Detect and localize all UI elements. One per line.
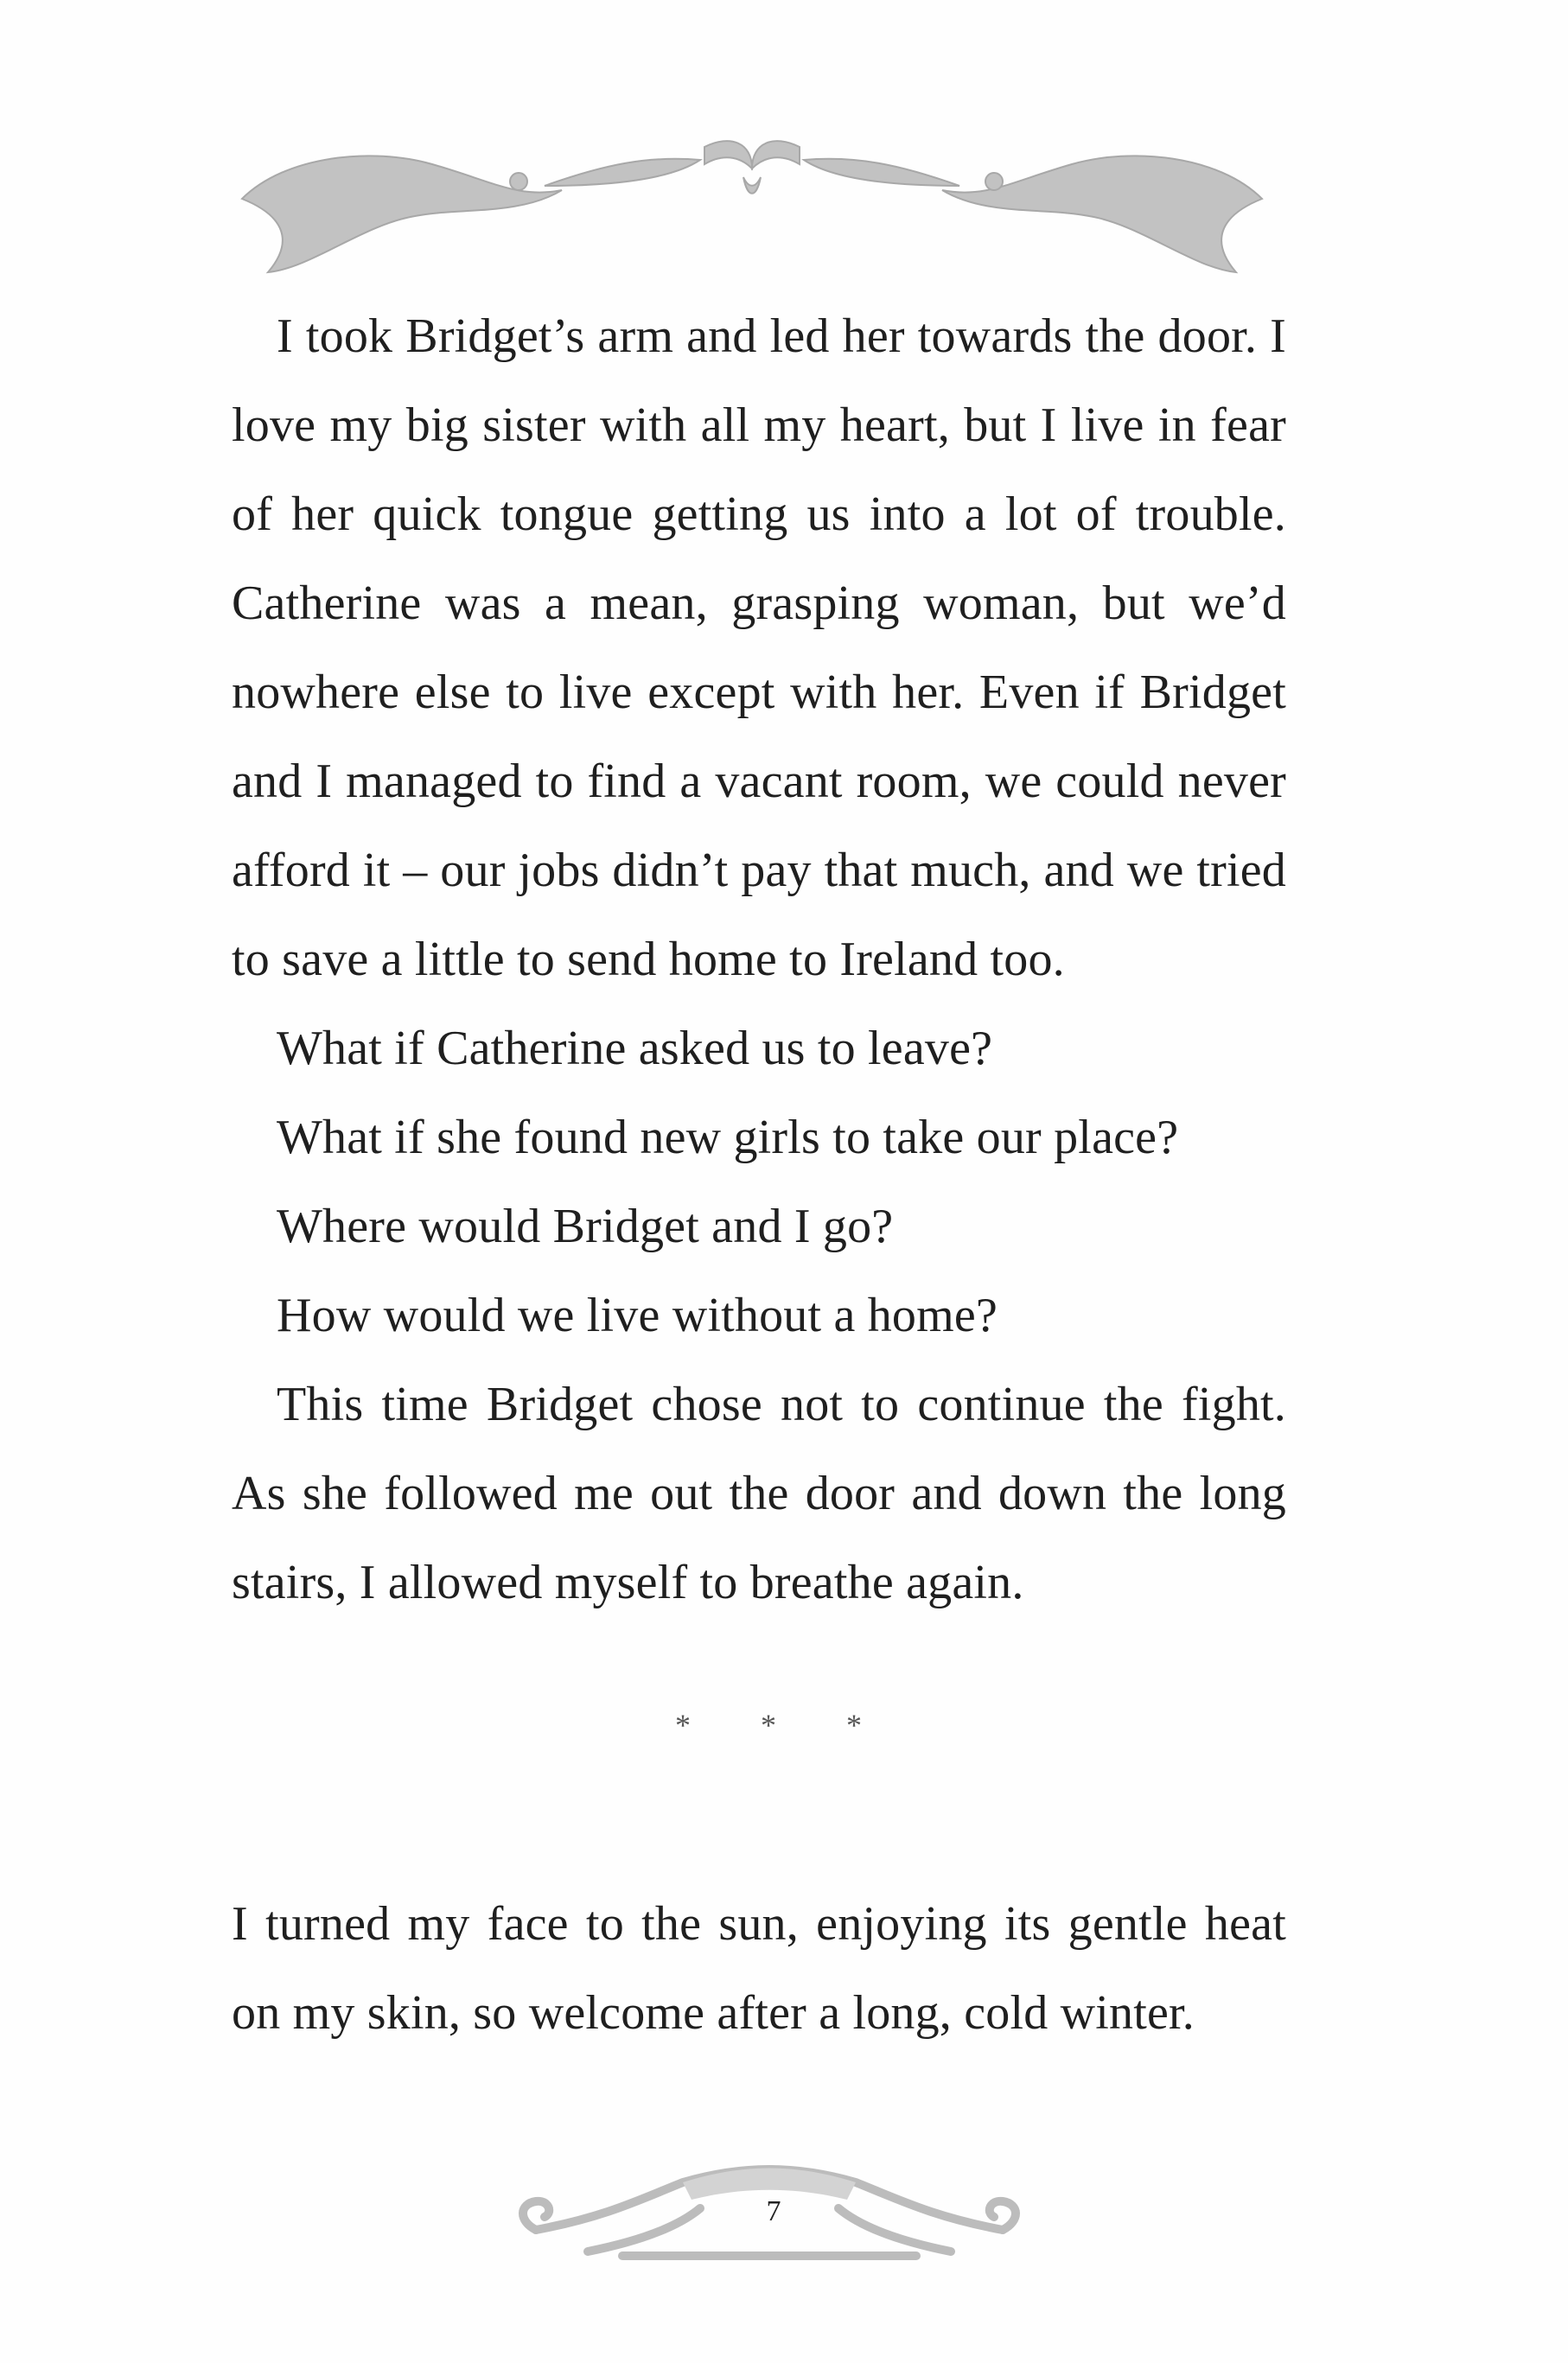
- main-text: [232, 292, 1286, 1627]
- page-number: 7: [766, 2195, 781, 2227]
- paragraph: I turned my face to the sun, enjoying its gentle heat on my skin, so welcome after a long, cold winter.: [232, 1897, 1286, 2040]
- paragraph: How would we live without a home?: [277, 1289, 998, 1342]
- paragraph: This time Bridget chose not to continue the fight. As she followed me out the door and down the long stairs, I allowed myself to breathe again.: [232, 1378, 1286, 1609]
- section-separator: * * *: [675, 1708, 893, 1742]
- paragraph: I took Bridget’s arm and led her towards the door. I love my big sister with all my heart, but I live in fear of her quick tongue getting us into a lot of trouble. Catherine was a mean, grasping woman, but we’d nowhere else to live except with her. Even if Bridget and I managed to find a vacant room, we could never afford it – our jobs didn’t pay that much, and we tried to save a little to send home to Ireland too.: [232, 309, 1286, 986]
- paragraph: What if she found new girls to take our place?: [277, 1111, 1179, 1164]
- section-two-text: [232, 1880, 1286, 2058]
- paragraph: Where would Bridget and I go?: [277, 1200, 894, 1253]
- paragraph: What if Catherine asked us to leave?: [277, 1022, 993, 1075]
- top-flourish-ornament: [233, 95, 1271, 277]
